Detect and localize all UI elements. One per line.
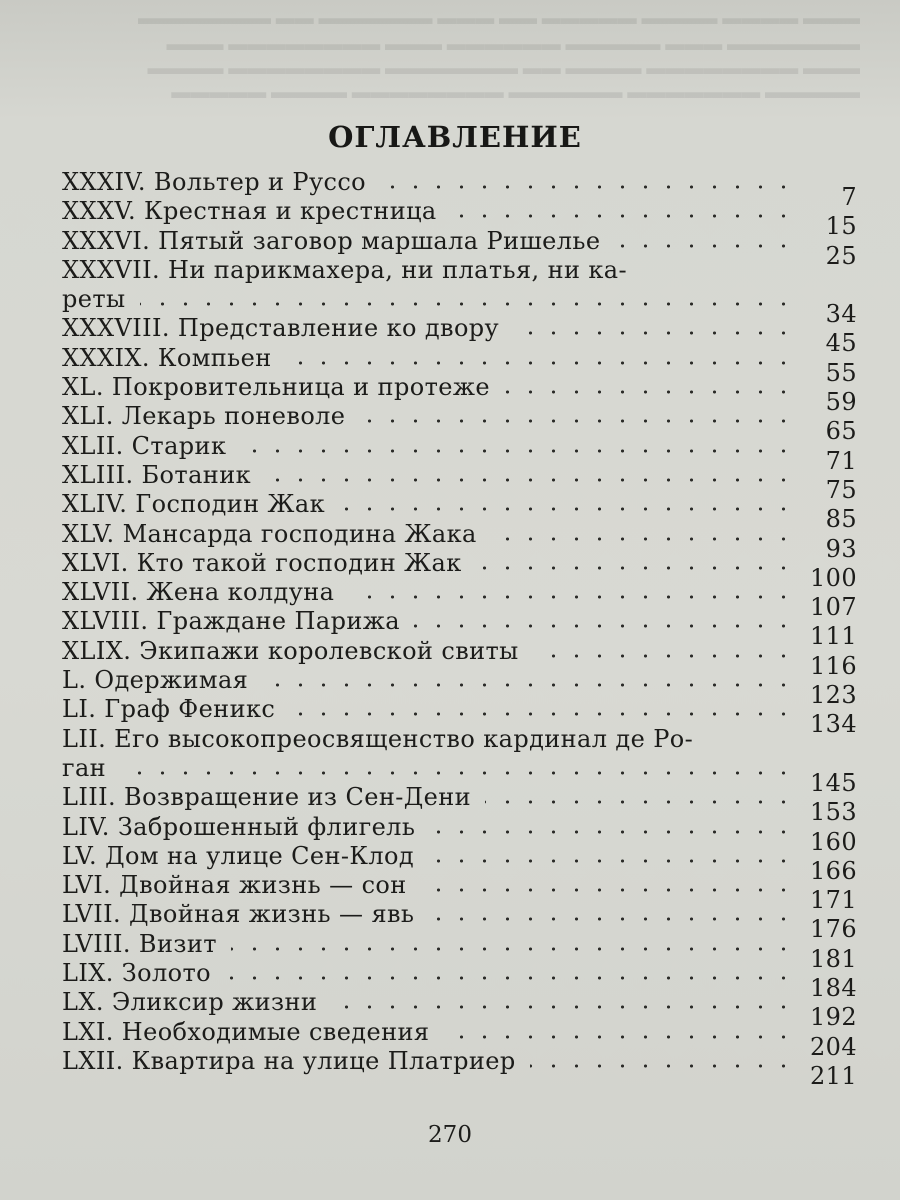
toc-entry-page: 145 [809, 768, 857, 797]
toc-entry-title: реты [62, 285, 126, 314]
toc-dot-leader [504, 389, 795, 395]
toc-entry-title: LVI. Двойная жизнь — сон [62, 871, 407, 900]
toc-dot-leader [615, 243, 795, 249]
show-through-text: ▬▬▬ ▬▬▬▬ ▬▬▬▬ ▬▬▬▬▬ ▬▬ ▬▬▬ ▬▬▬▬▬▬ ▬▬ ▬▬▬▬▬▬▬ [138, 8, 860, 29]
toc-entry-page: 25 [825, 241, 857, 270]
toc-entry-title: LXI. Необходимые сведения [62, 1017, 430, 1046]
toc-entry-page: 204 [809, 1032, 857, 1061]
toc-dot-leader [414, 623, 795, 629]
toc-entry-page: 100 [809, 563, 857, 592]
toc-dot-leader [231, 946, 795, 952]
toc-entry-page: 116 [809, 651, 857, 680]
toc-entry-title: LVII. Двойная жизнь — явь [62, 900, 415, 929]
toc-dot-leader [286, 360, 795, 366]
toc-dot-leader [380, 184, 795, 190]
toc-entry-title: XLVII. Жена колдуна [62, 578, 335, 607]
toc-dot-leader [513, 330, 795, 336]
toc-entry-title: XLIV. Господин Жак [62, 490, 325, 519]
toc-entry-page: 75 [825, 475, 857, 504]
toc-entry-title: XLVIII. Граждане Парижа [62, 607, 400, 636]
toc-entry-title: XLIX. Экипажи королевской свиты [62, 636, 519, 665]
toc-entry-page: 85 [825, 505, 857, 534]
page-title: ОГЛАВЛЕНИЕ [328, 120, 582, 154]
toc-entry-page: 211 [809, 1061, 857, 1090]
toc-entry-title: XLIII. Ботаник [62, 460, 251, 489]
toc-entry-title: LIV. Заброшенный флигель [62, 812, 416, 841]
toc-entry-title: XLVI. Кто такой господин Жак [62, 548, 462, 577]
toc-entry-title: LII. Его высокопреосвященство кардинал де Ро- [62, 724, 694, 753]
toc-entry-page: 15 [825, 212, 857, 241]
show-through-text: ▬▬▬ ▬▬▬▬▬▬▬▬ ▬▬▬▬ ▬▬ ▬▬▬▬▬▬▬ ▬▬▬▬▬▬▬▬ ▬▬▬▬ [147, 58, 860, 79]
toc-entry-title: LX. Эликсир жизни [62, 988, 318, 1017]
toc-entry-title: L. Одержимая [62, 666, 249, 695]
toc-dot-leader [485, 799, 795, 805]
toc-entry-page: 171 [809, 886, 857, 915]
toc-entry-page: 181 [809, 944, 857, 973]
toc-entry-title: LIII. Возвращение из Сен-Дени [62, 783, 472, 812]
toc-entry-page: 123 [809, 681, 857, 710]
toc-dot-leader [225, 975, 795, 981]
toc-entry-title: LV. Дом на улице Сен-Клод [62, 841, 415, 870]
toc-dot-leader [428, 858, 795, 864]
toc-entry-title: XXXIV. Вольтер и Руссо [62, 168, 367, 196]
toc-dot-leader [451, 213, 795, 219]
toc-entry-title: XXXV. Крестная и крестница [62, 197, 437, 226]
toc-dot-leader [240, 448, 795, 454]
toc-entry-title: LIX. Золото [62, 959, 211, 988]
toc-entry-title: XXXVI. Пятый заговор маршала Ришелье [62, 226, 601, 255]
toc-entry-page: 93 [825, 534, 857, 563]
toc-entry-title: LI. Граф Феникс [62, 695, 276, 724]
toc-dot-leader [339, 506, 795, 512]
toc-entry-page: 107 [809, 593, 857, 622]
toc-entry-title: XXXVIII. Представление ко двору [62, 314, 500, 343]
toc-entry-page: 55 [825, 358, 857, 387]
toc-dot-leader [289, 711, 795, 717]
toc-entry-title: LVIII. Визит [62, 929, 217, 958]
toc-dot-leader [421, 887, 795, 893]
toc-entry-page: 111 [809, 622, 857, 651]
toc-dot-leader [428, 916, 795, 922]
toc-entry-page: 59 [825, 388, 857, 417]
page-number: 270 [428, 1122, 472, 1148]
toc-dot-leader [262, 682, 795, 688]
toc-entry-title: ган [62, 753, 107, 782]
show-through-text: ▬▬▬▬▬▬▬ ▬▬▬ ▬▬▬▬▬ ▬▬▬▬▬▬ ▬▬▬ ▬▬▬▬▬▬▬▬ ▬▬▬ [166, 34, 860, 55]
toc-dot-leader [120, 770, 795, 776]
toc-entry-page: 160 [809, 827, 857, 856]
toc-dot-leader [140, 301, 795, 307]
toc-entry-title: XLV. Мансарда господина Жака [62, 519, 477, 548]
toc-entry-page: 153 [809, 798, 857, 827]
toc-dot-leader [443, 1034, 795, 1040]
toc-dot-leader [476, 565, 795, 571]
toc-dot-leader [359, 418, 795, 424]
toc-entry-page: 45 [825, 329, 857, 358]
toc-entry-page: 192 [809, 1003, 857, 1032]
toc-entry-page: 184 [809, 974, 857, 1003]
toc-entry-title: XXXVII. Ни парикмахера, ни платья, ни ка- [62, 255, 628, 284]
toc-entry-title: XLI. Лекарь поневоле [62, 402, 346, 431]
toc-dot-leader [491, 536, 795, 542]
toc-entry-title: LXII. Квартира на улице Платриер [62, 1046, 516, 1075]
table-of-contents [62, 168, 857, 1090]
toc-entry-page: 34 [825, 300, 857, 329]
toc-entry-page: 176 [809, 915, 857, 944]
toc-dot-leader [348, 594, 795, 600]
toc-dot-leader [429, 829, 795, 835]
toc-entry-page: 166 [809, 856, 857, 885]
toc-entry-page: 134 [809, 710, 857, 739]
toc-entry-page: 71 [825, 446, 857, 475]
toc-entry-title: XL. Покровительница и протеже [62, 373, 490, 402]
toc-entry-page: 65 [825, 417, 857, 446]
toc-dot-leader [265, 477, 795, 483]
toc-dot-leader [533, 653, 795, 659]
show-through-text: ▬▬▬▬▬ ▬▬▬▬▬▬▬ ▬▬▬▬▬▬ ▬▬▬▬▬▬▬▬ ▬▬▬▬ ▬▬▬▬▬ [171, 82, 860, 103]
toc-entry-title: XXXIX. Компьен [62, 343, 272, 372]
toc-dot-leader [530, 1063, 795, 1069]
toc-dot-leader [331, 1004, 795, 1010]
toc-entry-page: 7 [841, 183, 857, 211]
toc-entry-title: XLII. Старик [62, 431, 227, 460]
